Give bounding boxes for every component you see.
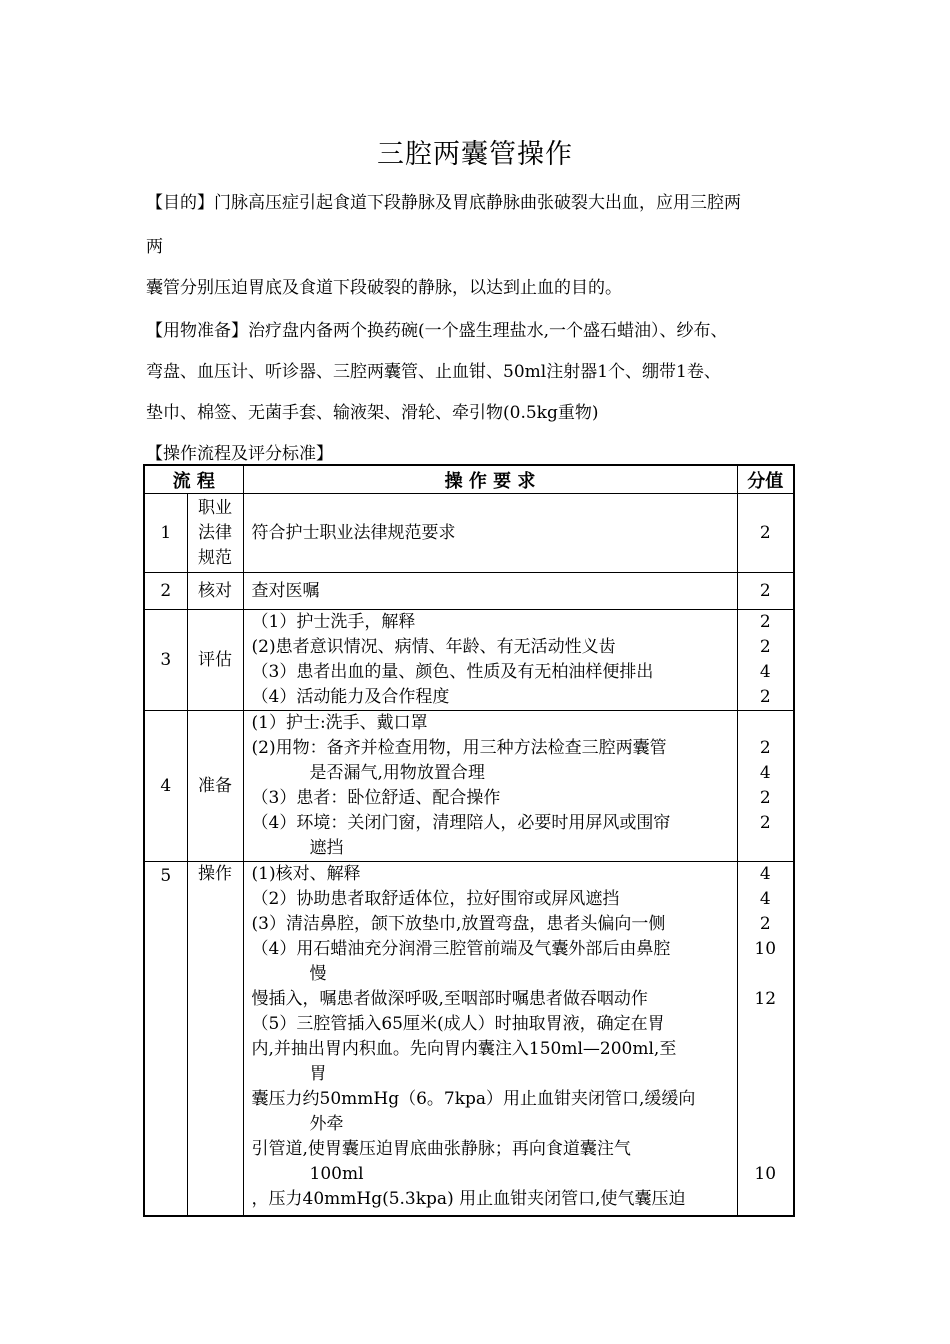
requirement-line: （3）患者：卧位舒适、配合操作 bbox=[251, 788, 501, 808]
supplies-line-1: 【用物准备】治疗盘内备两个换药碗(一个盛生理盐水,一个盛石蜡油）、纱布、 bbox=[146, 321, 728, 341]
requirement-line: 100ml bbox=[309, 1164, 364, 1184]
step-line: 职业 bbox=[198, 497, 232, 518]
row-score bbox=[737, 573, 794, 610]
score-value: 2 bbox=[759, 612, 771, 632]
header-score: 分值 bbox=[737, 465, 794, 494]
step-line: 评估 bbox=[198, 649, 232, 670]
score-value bbox=[738, 1012, 794, 1037]
score-value: 2 bbox=[759, 637, 771, 657]
row-requirement bbox=[243, 862, 737, 1216]
header-requirement: 操 作 要 求 bbox=[243, 465, 737, 494]
requirement-line: (1）护士:洗手、戴口罩 bbox=[251, 713, 428, 733]
score-value: 2 bbox=[759, 813, 771, 833]
row-step bbox=[187, 494, 243, 573]
score-value: 2 bbox=[759, 687, 771, 707]
score-value bbox=[738, 1087, 794, 1112]
table-row bbox=[144, 862, 794, 1216]
step-line: 规范 bbox=[198, 547, 232, 568]
supplies-line-2: 弯盘、血压计、听诊器、三腔两囊管、止血钳、50ml注射器1个、绷带1卷、 bbox=[146, 362, 721, 382]
score-value: 2 bbox=[759, 788, 771, 808]
table-row bbox=[144, 494, 794, 573]
requirement-line: 慢 bbox=[309, 964, 327, 984]
row-score bbox=[737, 711, 794, 862]
row-number: 5 bbox=[144, 862, 187, 1216]
score-value bbox=[738, 1137, 794, 1162]
step-line: 核对 bbox=[198, 580, 232, 601]
requirement-line: 符合护士职业法律规范要求 bbox=[251, 522, 456, 543]
requirement-line: （4）环境：关闭门窗，清理陪人，必要时用屏风或围帘 bbox=[251, 813, 671, 833]
row-score bbox=[737, 610, 794, 711]
row-number: 4 bbox=[144, 711, 187, 862]
table-row bbox=[144, 711, 794, 862]
table-row bbox=[144, 610, 794, 711]
requirement-line: 胃 bbox=[309, 1064, 327, 1084]
score-value bbox=[738, 1187, 794, 1212]
table-caption: 【操作流程及评分标准】 bbox=[146, 444, 333, 464]
score-value: 4 bbox=[759, 889, 771, 909]
row-score bbox=[737, 862, 794, 1216]
requirement-line: 遮挡 bbox=[309, 838, 344, 858]
row-number: 1 bbox=[144, 494, 187, 573]
requirement-line: 外牵 bbox=[309, 1114, 344, 1134]
requirement-line: （4）用石蜡油充分润滑三腔管前端及气囊外部后由鼻腔 bbox=[251, 939, 671, 959]
score-value: 4 bbox=[759, 763, 771, 783]
step-line: 操作 bbox=[198, 864, 232, 884]
score-value: 12 bbox=[754, 989, 777, 1009]
score-value: 2 bbox=[759, 914, 771, 934]
requirement-line: 引管道,使胃囊压迫胃底曲张静脉；再向食道囊注气 bbox=[251, 1139, 631, 1159]
requirement-line: 查对医嘱 bbox=[251, 580, 320, 601]
score-value bbox=[738, 711, 794, 736]
row-step bbox=[187, 573, 243, 610]
row-step bbox=[187, 610, 243, 711]
requirement-line: （3）患者出血的量、颜色、性质及有无柏油样便排出 bbox=[251, 662, 654, 682]
requirement-line: （5）三腔管插入65厘米(成人）时抽取胃液，确定在胃 bbox=[251, 1014, 665, 1034]
requirement-line: 是否漏气,用物放置合理 bbox=[309, 763, 485, 783]
requirement-line: 内,并抽出胃内积血。先向胃内囊注入150ml—200ml,至 bbox=[251, 1039, 677, 1059]
row-requirement bbox=[243, 711, 737, 862]
row-score bbox=[737, 494, 794, 573]
step-line: 准备 bbox=[198, 775, 232, 796]
table-header-row bbox=[144, 465, 794, 494]
score-value: 4 bbox=[759, 864, 771, 884]
document-title: 三腔两囊管操作 bbox=[377, 139, 573, 170]
score-value: 2 bbox=[759, 738, 771, 758]
score-value bbox=[738, 836, 794, 861]
scoring-table bbox=[143, 464, 795, 1217]
requirement-line: 囊压力约50mmHg（6。7kpa）用止血钳夹闭管口,缓缓向 bbox=[251, 1089, 696, 1109]
requirement-line: (2)用物：备齐并检查用物，用三种方法检查三腔两囊管 bbox=[251, 738, 667, 758]
score-value bbox=[738, 1037, 794, 1062]
purpose-line-2: 两 bbox=[146, 237, 163, 257]
requirement-line: （4）活动能力及合作程度 bbox=[251, 687, 450, 707]
score-value bbox=[738, 1112, 794, 1137]
score-value: 4 bbox=[759, 662, 771, 682]
score-value bbox=[738, 962, 794, 987]
row-number: 3 bbox=[144, 610, 187, 711]
purpose-line-1: 【目的】门脉高压症引起食道下段静脉及胃底静脉曲张破裂大出血，应用三腔两 bbox=[146, 193, 741, 213]
score-value: 2 bbox=[759, 580, 771, 601]
row-step bbox=[187, 711, 243, 862]
requirement-line: ，压力40mmHg(5.3kpa) 用止血钳夹闭管口,使气囊压迫 bbox=[251, 1189, 686, 1209]
requirement-line: （1）护士洗手，解释 bbox=[251, 612, 416, 632]
supplies-line-3: 垫巾、棉签、无菌手套、输液架、滑轮、牵引物(0.5kg重物) bbox=[146, 403, 599, 423]
table-row bbox=[144, 573, 794, 610]
purpose-line-3: 囊管分别压迫胃底及食道下段破裂的静脉，以达到止血的目的。 bbox=[146, 278, 622, 298]
row-requirement bbox=[243, 494, 737, 573]
requirement-line: 慢插入，嘱患者做深呼吸,至咽部时嘱患者做吞咽动作 bbox=[251, 989, 648, 1009]
requirement-line: （2）协助患者取舒适体位，拉好围帘或屏风遮挡 bbox=[251, 889, 620, 909]
step-line: 法律 bbox=[198, 522, 232, 543]
row-number: 2 bbox=[144, 573, 187, 610]
row-step bbox=[187, 862, 243, 1216]
requirement-line: (2)患者意识情况、病情、年龄、有无活动性义齿 bbox=[251, 637, 616, 657]
header-step: 流 程 bbox=[144, 465, 243, 494]
requirement-line: (1)核对、解释 bbox=[251, 864, 361, 884]
requirement-line: (3）清洁鼻腔，颌下放垫巾,放置弯盘，患者头偏向一侧 bbox=[251, 914, 666, 934]
score-value bbox=[738, 1062, 794, 1087]
row-requirement bbox=[243, 610, 737, 711]
score-value: 10 bbox=[754, 939, 777, 959]
score-value: 2 bbox=[759, 522, 771, 543]
score-value: 10 bbox=[754, 1164, 777, 1184]
row-requirement bbox=[243, 573, 737, 610]
